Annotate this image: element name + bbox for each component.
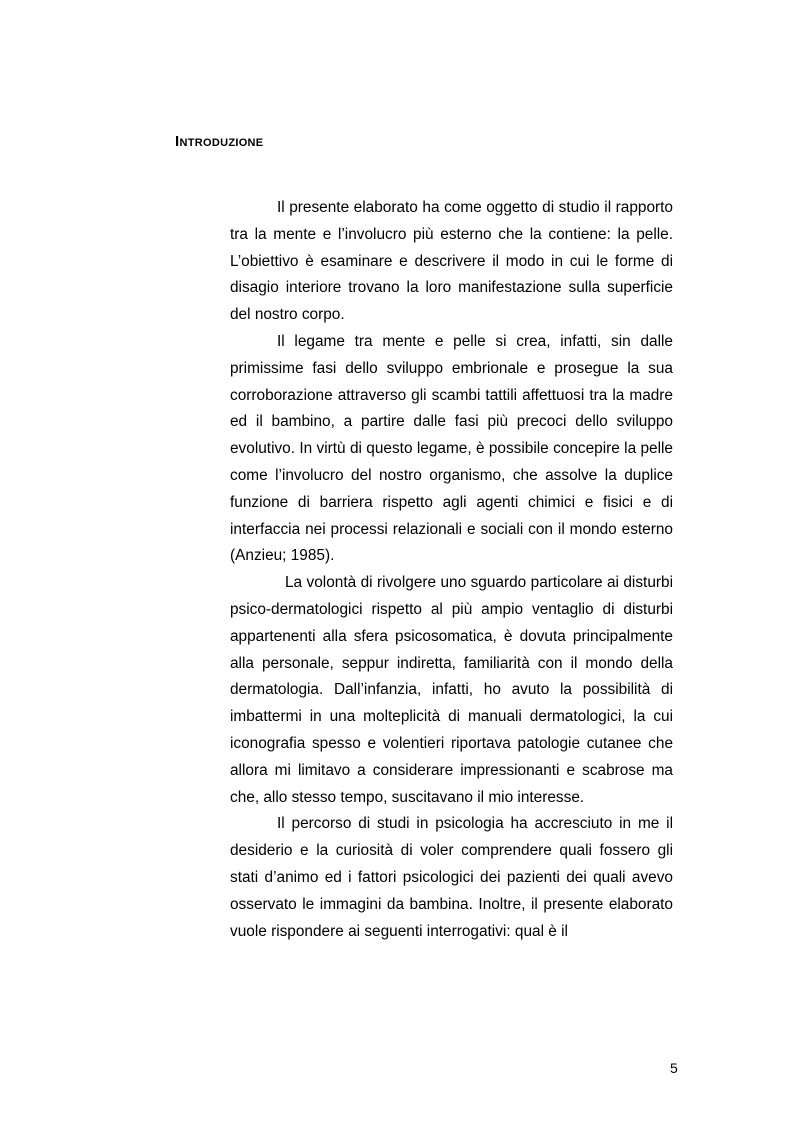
page-number: 5 (670, 1060, 678, 1076)
section-heading: Introduzione (175, 133, 264, 150)
paragraph: Il presente elaborato ha come oggetto di studio il rapporto tra la mente e l’involucro più esterno che la contiene: la pelle. L’obiettivo è esaminare e descrivere il modo in cui le forme di disagio interiore trovano la loro manifestazione sulla superficie del nostro corpo. (230, 199, 673, 324)
paragraph: Il legame tra mente e pelle si crea, infatti, sin dalle primissime fasi dello sviluppo embrionale e prosegue la sua corroborazione attraverso gli scambi tattili affettuosi tra la madre ed il bambino, a partire dalle fasi più precoci dello sviluppo evolutivo. In virtù di questo legame, è possibile concepire la pelle come l’involucro del nostro organismo, che assolve la duplice funzione di barriera rispetto agli agenti chimici e fisici e di interfaccia nei processi relazionali e sociali con il mondo esterno (Anzieu; 1985). (230, 332, 673, 565)
paragraph: La volontà di rivolgere uno sguardo particolare ai disturbi psico-dermatologici rispetto al più ampio ventaglio di disturbi appartenenti alla sfera psicosomatica, è dovuta principalmente alla personale, seppur indiretta, familiarità con il mondo della dermatologia. Dall’infanzia, infatti, ho avuto la possibilità di imbattermi in una molteplicità di manuali dermatologici, la cui iconografia spesso e volentieri riportava patologie cutanee che allora mi limitavo a considerare impressionanti e scabrose ma che, allo stesso tempo, suscitavano il mio interesse. (230, 574, 673, 806)
body-text (230, 195, 673, 945)
paragraph: Il percorso di studi in psicologia ha accresciuto in me il desiderio e la curiosità di voler comprendere quali fossero gli stati d’animo ed i fattori psicologici dei pazienti dei quali avevo osservato le immagini da bambina. Inoltre, il presente elaborato vuole rispondere ai seguenti interrogativi: qual è il (230, 815, 673, 940)
